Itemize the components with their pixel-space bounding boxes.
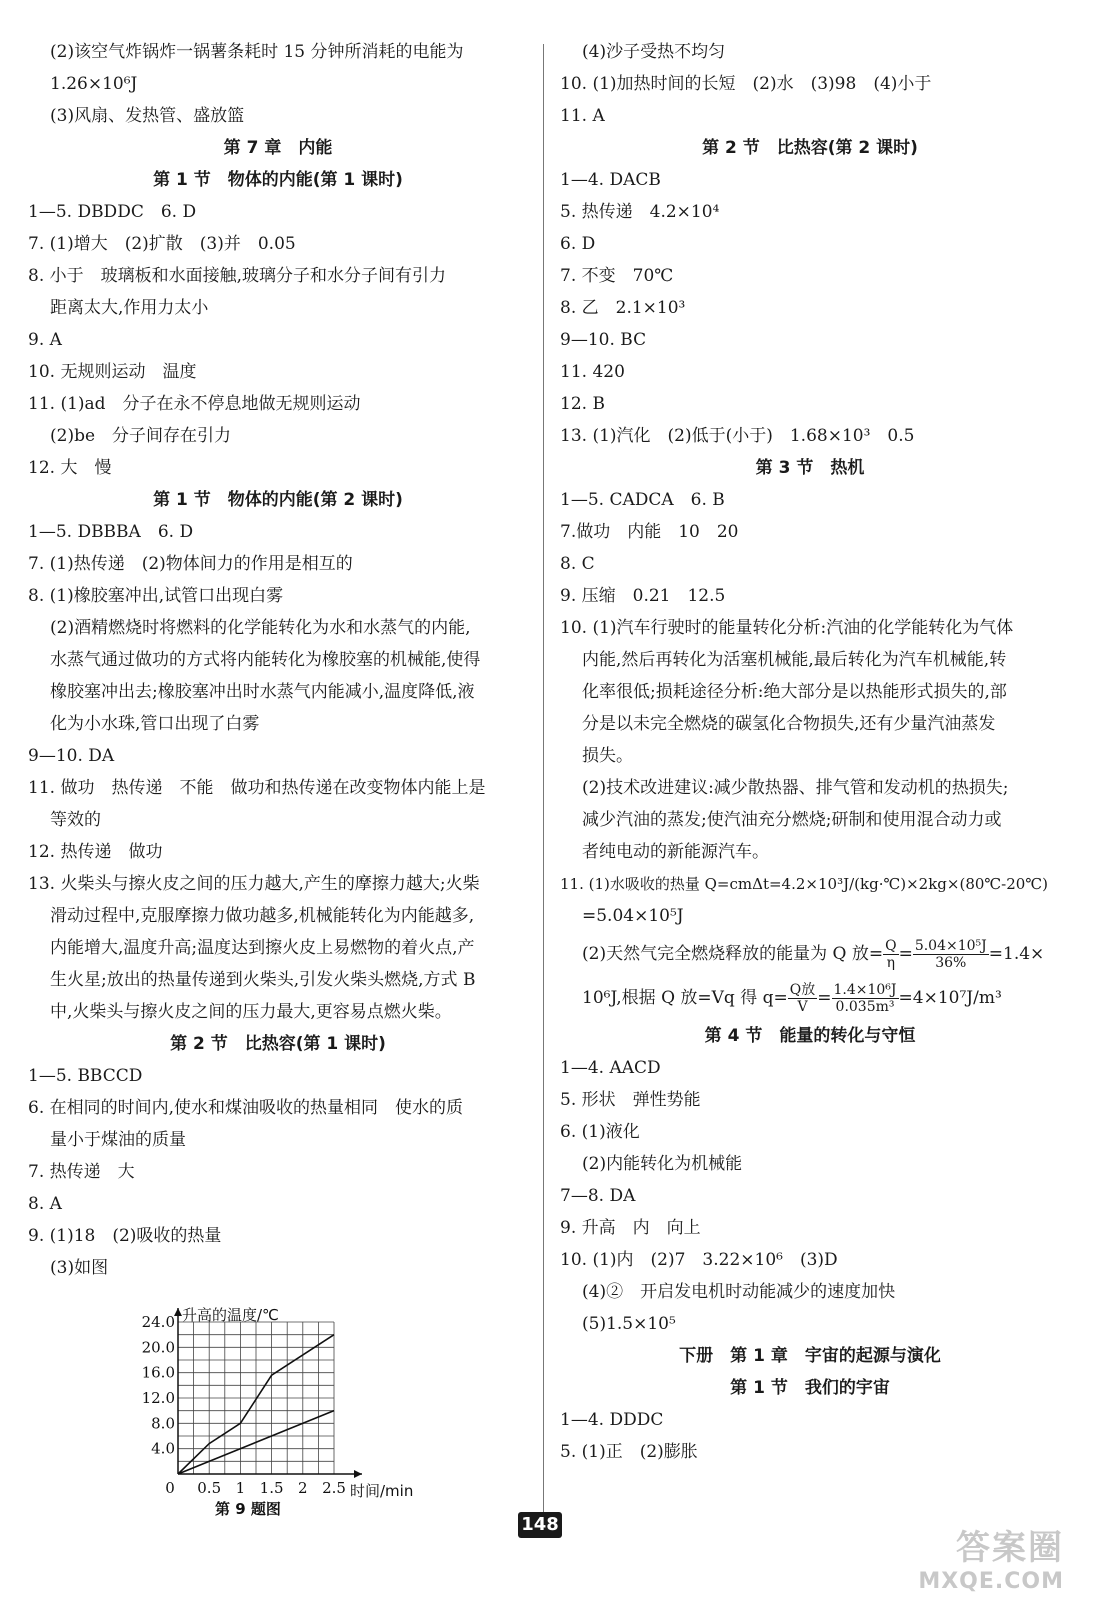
answer-line: 9—10. BC — [560, 330, 647, 350]
answer-line: 6. (1)液化 — [560, 1122, 640, 1142]
fraction-denominator: 36% — [935, 955, 967, 971]
answer-line: 水蒸气通过做功的方式将内能转化为橡胶塞的机械能,使得 — [50, 650, 481, 670]
answer-line: 9. 压缩 0.21 12.5 — [560, 586, 726, 606]
answer-line: 11. 做功 热传递 不能 做功和热传递在改变物体内能上是 — [28, 778, 486, 798]
answer-line: 8. (1)橡胶塞冲出,试管口出现白雾 — [28, 586, 284, 606]
fraction — [788, 982, 817, 1015]
fraction — [832, 982, 899, 1015]
answer-line: 11. (1)水吸收的热量 Q=cmΔt=4.2×10³J/(kg·℃)×2kg×(80℃-20℃) — [560, 875, 1048, 893]
answer-line: 9. 升高 内 向上 — [560, 1218, 701, 1238]
answer-line: 13. 火柴头与擦火皮之间的压力越大,产生的摩擦力越大;火柴 — [28, 874, 480, 894]
answer-line: 11. 420 — [560, 362, 625, 382]
section-heading: 第 1 节 物体的内能(第 1 课时) — [153, 170, 403, 190]
formula-text: 10⁶J,根据 Q 放=Vq 得 q= — [582, 988, 788, 1008]
answer-line: 1—5. DBBBA 6. D — [28, 522, 194, 542]
fraction-numerator: Q — [885, 938, 897, 954]
answer-line: 减少汽油的蒸发;使汽油充分燃烧;研制和使用混合动力或 — [582, 810, 1002, 830]
page-number: 148 — [518, 1512, 562, 1538]
answer-line: 6. D — [560, 234, 596, 254]
y-tick-label: 20.0 — [141, 1338, 175, 1357]
answer-line: (2)酒精燃烧时将燃料的化学能转化为水和水蒸气的内能, — [50, 618, 471, 638]
answer-line-formula — [560, 976, 1060, 1020]
answer-line: 5. 形状 弹性势能 — [560, 1090, 701, 1110]
y-tick-label: 8.0 — [151, 1414, 175, 1433]
chart-container — [28, 1284, 528, 1534]
fraction-denominator: 0.035m³ — [835, 999, 895, 1015]
x-tick-label: 1 — [235, 1479, 246, 1497]
answer-line: 生火星;放出的热量传递到火柴头,引发火柴头燃烧,方式 B — [50, 970, 476, 990]
answer-line: 10. (1)汽车行驶时的能量转化分析:汽油的化学能转化为气体 — [560, 618, 1014, 638]
section-heading: 第 4 节 能量的转化与守恒 — [704, 1026, 916, 1046]
formula-text: (2)天然气完全燃烧释放的能量为 Q 放= — [582, 944, 884, 964]
answer-line: (2)be 分子间存在引力 — [50, 426, 232, 446]
answer-line: 9—10. DA — [28, 746, 115, 766]
answer-line: 8. 乙 2.1×10³ — [560, 298, 686, 318]
formula-text: =1.4× — [988, 944, 1045, 964]
x-axis-arrow — [354, 1470, 362, 1478]
right-column — [560, 36, 1060, 1468]
section-heading: 第 2 节 比热容(第 1 课时) — [170, 1034, 386, 1054]
answer-line: 化率很低;损耗途径分析:绝大部分是以热能形式损失的,部 — [582, 682, 1007, 702]
answer-line: 内能,然后再转化为活塞机械能,最后转化为汽车机械能,转 — [582, 650, 1007, 670]
section-heading: 第 1 节 物体的内能(第 2 课时) — [153, 490, 403, 510]
x-tick-label: 1.5 — [259, 1479, 284, 1497]
answer-line: 等效的 — [50, 810, 101, 830]
answer-line: 13. (1)汽化 (2)低于(小于) 1.68×10³ 0.5 — [560, 426, 915, 446]
answer-line: 9. A — [28, 330, 62, 350]
temperature-time-chart — [128, 1284, 448, 1524]
answer-line: 5. (1)正 (2)膨胀 — [560, 1442, 698, 1462]
section-heading: 第 1 节 我们的宇宙 — [730, 1378, 890, 1398]
y-axis-label: 升高的温度/℃ — [182, 1306, 279, 1324]
answer-line: 11. A — [560, 106, 605, 126]
fraction-numerator: Q放 — [789, 982, 816, 998]
fraction-denominator: V — [797, 999, 808, 1015]
y-tick-label: 4.0 — [151, 1439, 175, 1458]
answer-line: 中,火柴头与擦火皮之间的压力最大,更容易点燃火柴。 — [50, 1002, 452, 1022]
answer-line: 1—4. DDDC — [560, 1410, 664, 1430]
section-heading: 第 2 节 比热容(第 2 课时) — [702, 138, 918, 158]
formula-text: =4×10⁷J/m³ — [898, 988, 1002, 1008]
section-heading: 第 3 节 热机 — [755, 458, 865, 478]
answer-line: 5. 热传递 4.2×10⁴ — [560, 202, 720, 222]
answer-line: 11. (1)ad 分子在永不停息地做无规则运动 — [28, 394, 361, 414]
answer-line: 分是以未完全燃烧的碳氢化合物损失,还有少量汽油蒸发 — [582, 714, 996, 734]
answer-line: 12. B — [560, 394, 605, 414]
x-axis-label: 时间/min — [350, 1482, 414, 1500]
answer-line: (2)内能转化为机械能 — [582, 1154, 743, 1174]
answer-line: 7. (1)增大 (2)扩散 (3)并 0.05 — [28, 234, 296, 254]
answer-line: 橡胶塞冲出去;橡胶塞冲出时水蒸气内能减小,温度降低,液 — [50, 682, 475, 702]
fraction — [883, 938, 898, 971]
answer-line: 10. (1)加热时间的长短 (2)水 (3)98 (4)小于 — [560, 74, 932, 94]
answer-line: 者纯电动的新能源汽车。 — [582, 842, 769, 862]
answer-line: 8. 小于 玻璃板和水面接触,玻璃分子和水分子间有引力 — [28, 266, 447, 286]
answer-line: 10. 无规则运动 温度 — [28, 362, 197, 382]
answer-line: (2)该空气炸锅炸一锅薯条耗时 15 分钟所消耗的电能为 — [50, 42, 464, 62]
answer-line: 9. (1)18 (2)吸收的热量 — [28, 1226, 222, 1246]
answer-line: 12. 热传递 做功 — [28, 842, 163, 862]
formula-text: = — [898, 944, 913, 964]
answer-line: 损失。 — [582, 746, 633, 766]
fraction — [913, 938, 989, 971]
answer-line: 1—5. BBCCD — [28, 1066, 143, 1086]
answer-line: (2)技术改进建议:减少散热器、排气管和发动机的热损失; — [582, 778, 1009, 798]
answer-line: (4)沙子受热不均匀 — [582, 42, 726, 62]
answer-line: 滑动过程中,克服摩擦力做功越多,机械能转化为内能越多, — [50, 906, 475, 926]
answer-line: (3)风扇、发热管、盛放篮 — [50, 106, 245, 126]
formula-text: = — [817, 988, 832, 1008]
fraction-denominator: η — [886, 955, 896, 971]
answer-line: 距离太大,作用力太小 — [50, 298, 209, 318]
answer-line: 12. 大 慢 — [28, 458, 112, 478]
answer-line: 量小于煤油的质量 — [50, 1130, 186, 1150]
x-tick-label: 0 — [165, 1479, 175, 1497]
chart-caption: 第 9 题图 — [215, 1500, 281, 1518]
y-tick-label: 16.0 — [141, 1363, 175, 1382]
answer-line: =5.04×10⁵J — [582, 906, 684, 926]
answer-line: 1—4. AACD — [560, 1058, 661, 1078]
answer-line: 7. 热传递 大 — [28, 1162, 135, 1182]
answer-line: 8. C — [560, 554, 595, 574]
answer-line: 1—5. CADCA 6. B — [560, 490, 725, 510]
answer-line: (5)1.5×10⁵ — [582, 1314, 676, 1334]
x-tick-label: 2.5 — [322, 1479, 346, 1497]
answer-line: 8. A — [28, 1194, 62, 1214]
watermark-logo — [918, 1520, 1064, 1594]
volume-heading: 下册 第 1 章 宇宙的起源与演化 — [679, 1346, 941, 1366]
column-divider — [543, 44, 544, 1524]
answer-line: 1—4. DACB — [560, 170, 661, 190]
answer-line: 内能增大,温度升高;温度达到擦火皮上易燃物的着火点,产 — [50, 938, 475, 958]
answer-line: 7.做功 内能 10 20 — [560, 522, 739, 542]
answer-line: 7—8. DA — [560, 1186, 636, 1206]
answer-line: (3)如图 — [50, 1258, 109, 1278]
answer-line: 7. 不变 70℃ — [560, 266, 674, 286]
answer-line: 化为小水珠,管口出现了白雾 — [50, 714, 260, 734]
answer-line: 1.26×10⁶J — [50, 74, 138, 94]
watermark-text: 答案圈 — [956, 1528, 1064, 1568]
x-tick-label: 2 — [298, 1479, 308, 1497]
answer-line: 6. 在相同的时间内,使水和煤油吸收的热量相同 使水的质 — [28, 1098, 464, 1118]
answer-line: 7. (1)热传递 (2)物体间力的作用是相互的 — [28, 554, 353, 574]
left-column — [28, 36, 528, 1534]
answer-line: 1—5. DBDDC 6. D — [28, 202, 197, 222]
chapter-heading: 第 7 章 内能 — [223, 138, 333, 158]
answer-line: (4)② 开启发电机时动能减少的速度加快 — [582, 1282, 896, 1302]
fraction-numerator: 1.4×10⁶J — [833, 982, 897, 998]
y-tick-label: 24.0 — [141, 1313, 175, 1331]
answer-line-formula — [560, 932, 1060, 976]
x-tick-label: 0.5 — [197, 1479, 222, 1497]
y-tick-label: 12.0 — [141, 1389, 175, 1407]
y-axis-arrow — [174, 1308, 182, 1316]
answer-line: 10. (1)内 (2)7 3.22×10⁶ (3)D — [560, 1250, 838, 1270]
watermark-url: MXQE.COM — [918, 1569, 1064, 1594]
fraction-numerator: 5.04×10⁵J — [914, 938, 987, 954]
